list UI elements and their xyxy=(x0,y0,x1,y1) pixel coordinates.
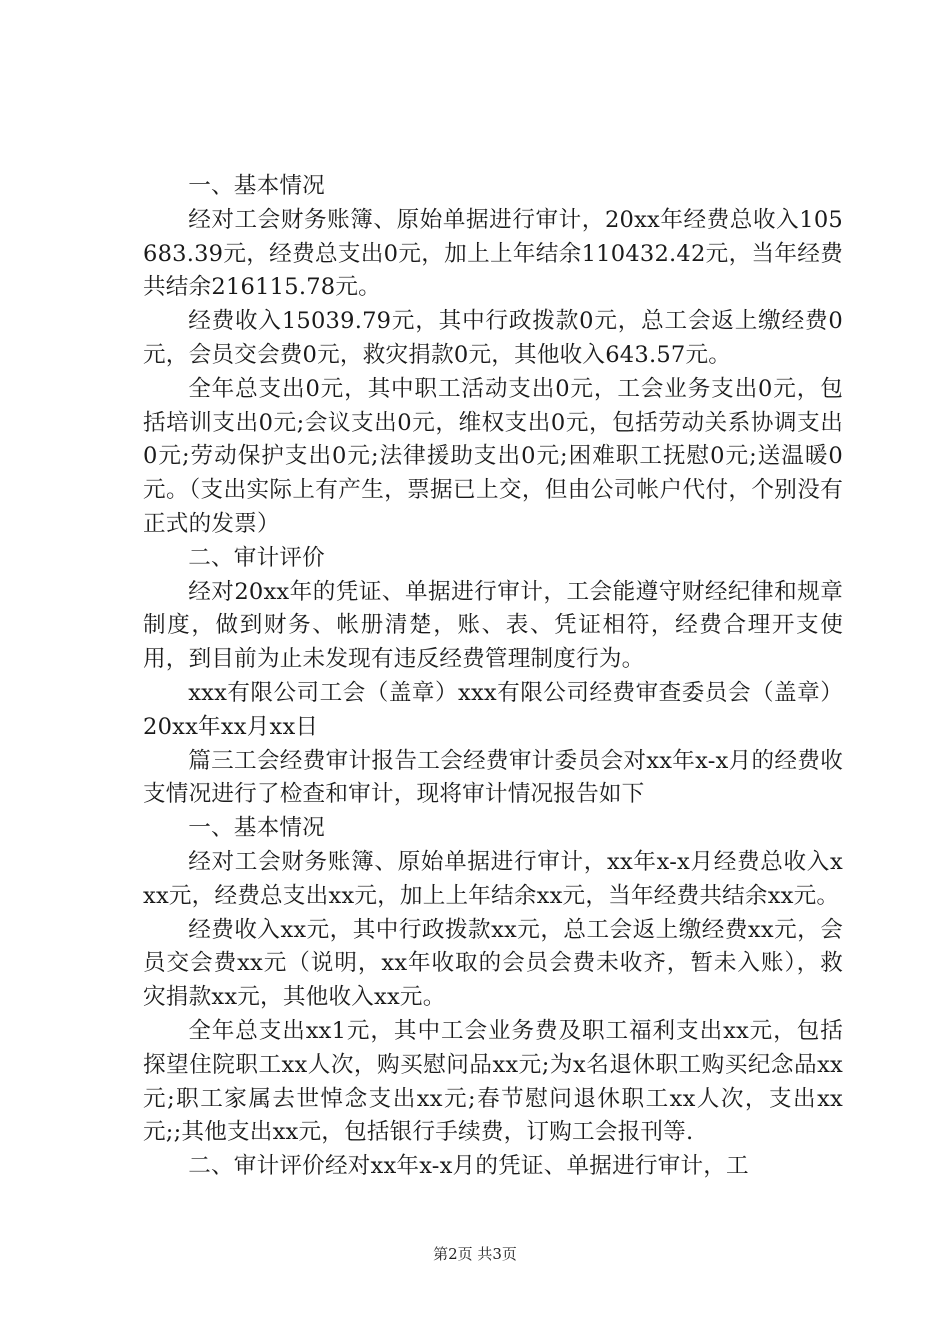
section-heading-basic-info-2: 一、基本情况 xyxy=(188,815,325,842)
paragraph-report-three-intro: 篇三工会经费审计报告工会经费审计委员会对xx年x-x月的经费收支情况进行了检查和审计，现将审计情况报告如下 xyxy=(143,747,843,808)
paragraph-expenditure-2: 全年总支出xx1元，其中工会业务费及职工福利支出xx元，包括探望住院职工xx人次，购买慰问品xx元;为x名退休职工购买纪念品xx元;职工家属去世悼念支出xx元;春节慰问退休职工xx人次，支出xx元;;其他支出xx元，包括银行手续费，订购工会报刊等. xyxy=(143,1017,843,1146)
paragraph-income: 经费收入15039.79元，其中行政拨款0元，总工会返上缴经费0元，会员交会费0元，救灾捐款0元，其他收入643.57元。 xyxy=(143,308,843,368)
document-body xyxy=(143,170,843,1184)
section-heading-basic-info: 一、基本情况 xyxy=(188,173,325,199)
paragraph-audit-summary-2: 经对工会财务账簿、原始单据进行审计，xx年x-x月经费总收入xxx元，经费总支出xx元，加上上年结余xx元，当年经费共结余xx元。 xyxy=(143,848,843,909)
paragraph-audit-summary: 经对工会财务账簿、原始单据进行审计，20xx年经费总收入105683.39元，经费总支出0元，加上上年结余110432.42元，当年经费共结余216115.78元。 xyxy=(143,206,843,301)
paragraph-expenditure: 全年总支出0元，其中职工活动支出0元，工会业务支出0元，包括培训支出0元;会议支出0元，维权支出0元，包括劳动关系协调支出0元;劳动保护支出0元;法律援助支出0元;困难职工抚慰0元;送温暖0元。（支出实际上有产生，票据已上交，但由公司帐户代付，个别没有正式的发票） xyxy=(143,375,843,537)
section-heading-audit-evaluation: 二、审计评价 xyxy=(188,544,325,571)
paragraph-evaluation: 经对20xx年的凭证、单据进行审计，工会能遵守财经纪律和规章制度，做到财务、帐册清楚，账、表、凭证相符，经费合理开支使用，到目前为止未发现有违反经费管理制度行为。 xyxy=(143,578,843,673)
paragraph-evaluation-2: 二、审计评价经对xx年x-x月的凭证、单据进行审计，工 xyxy=(188,1153,749,1180)
paragraph-income-2: 经费收入xx元，其中行政拨款xx元，总工会返上缴经费xx元，会员交会费xx元（说明，xx年收取的会员会费未收齐，暂未入账），救灾捐款xx元，其他收入xx元。 xyxy=(143,916,843,1011)
page-footer: 第2页 共3页 xyxy=(433,1245,517,1263)
paragraph-signature: xxx有限公司工会（盖章）xxx有限公司经费审查委员会（盖章）20xx年xx月xx日 xyxy=(143,679,843,740)
